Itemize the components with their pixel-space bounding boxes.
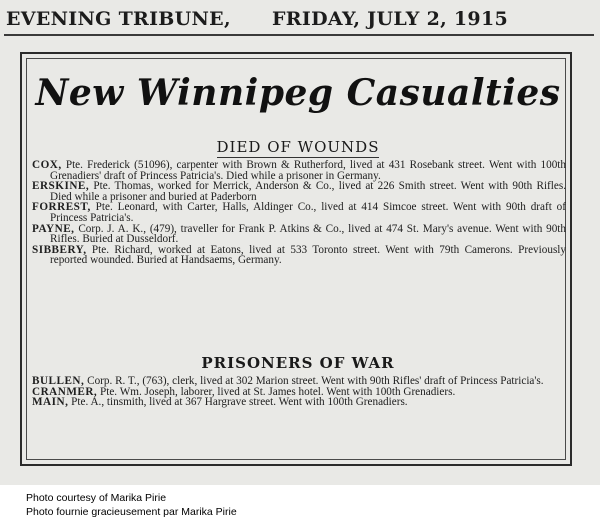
prisoner-details: Pte. Wm. Joseph, laborer, lived at St. James hotel. Went with 100th Grenadiers. — [100, 385, 456, 398]
issue-date: FRIDAY, JULY 2, 1915 — [272, 8, 508, 30]
section-title-prisoners-of-war: PRISONERS OF WAR — [201, 354, 395, 372]
masthead-rule — [4, 34, 594, 36]
prisoner-surname: MAIN, — [32, 396, 69, 409]
casualty-surname: FORREST, — [32, 201, 91, 214]
casualty-entry — [28, 181, 566, 202]
headline: New Winnipeg Casualties — [35, 72, 561, 114]
section-title-died-of-wounds — [22, 138, 574, 156]
casualty-details: Corp. J. A. K., (479), traveller for Frank P. Atkins & Co., lived at 474 St. Mary's avenue. Went with 90th Rifles. Buried at Dusseldorf. — [50, 222, 566, 246]
casualty-entry — [28, 202, 566, 223]
prisoner-entry — [28, 397, 566, 408]
casualty-details: Pte. Leonard, with Carter, Halls, Aldinger Co., lived at 414 Simcoe street. Went with 90th draft of Princess Patricia's. — [50, 201, 567, 224]
casualty-entry — [28, 245, 566, 266]
prisoner-surname: BULLEN, — [32, 375, 85, 387]
article-frame — [20, 52, 572, 466]
prisoner-details: Corp. R. T., (763), clerk, lived at 302 Marion street. Went with 90th Rifles' draft of Princess Patricia's. — [87, 375, 544, 387]
casualty-surname: COX, — [32, 159, 62, 171]
photo-credit-english: Photo courtesy of Marika Pirie — [26, 492, 167, 504]
casualty-surname: PAYNE, — [32, 222, 75, 235]
casualty-surname: ERSKINE, — [32, 180, 90, 193]
photo-credit-french: Photo fournie gracieusement par Marika Pirie — [26, 506, 237, 518]
prisoners-of-war-list — [28, 376, 566, 408]
casualty-details: Pte. Richard, worked at Eatons, lived at 533 Toronto street. Went with 79th Camerons. Previously reported wounded. Buried at Handsaems, Germany. — [50, 243, 566, 267]
died-of-wounds-list — [28, 160, 566, 266]
masthead — [0, 2, 600, 32]
casualty-entry — [28, 160, 566, 181]
casualty-entry — [28, 224, 566, 245]
casualty-surname: SIBBERY, — [32, 243, 87, 256]
newspaper-name: EVENING TRIBUNE, — [6, 8, 231, 30]
prisoner-details: Pte. A., tinsmith, lived at 367 Hargrave street. Went with 100th Grenadiers. — [71, 396, 408, 409]
casualty-details: Pte. Thomas, worked for Merrick, Anderson & Co., lived at 226 Smith street. Went with 90th Rifles. Died while a prisoner and buried at Paderborn — [50, 180, 567, 203]
section-title-text: DIED OF WOUNDS — [216, 138, 380, 156]
casualty-details: Pte. Frederick (51096), carpenter with Brown & Rutherford, lived at 431 Rosebank street. Went with 100th Grenadiers' draft of Princess Patricia's. Died while a prisoner in Germany. — [50, 159, 566, 182]
prisoner-surname: CRANMER, — [32, 385, 98, 398]
